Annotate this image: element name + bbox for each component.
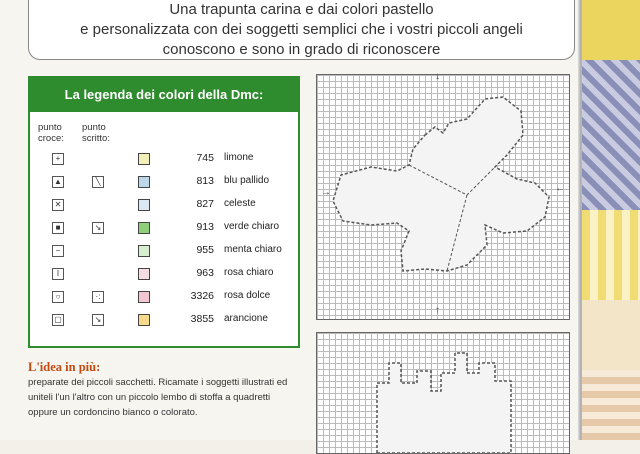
color-name: limone [224, 152, 254, 163]
color-swatch [138, 176, 150, 188]
cross-stitch-symbol: ▢ [52, 314, 64, 326]
dmc-code: 955 [196, 244, 214, 256]
backstitch-symbol: ↘ [92, 314, 104, 326]
intro-box [28, 0, 575, 60]
legend-row [30, 196, 298, 214]
legend-row [30, 288, 298, 306]
idea-title: L'idea in più: [28, 360, 101, 374]
dmc-code: 813 [196, 175, 214, 187]
center-arrow-right-icon: ← [555, 183, 565, 194]
dmc-code: 827 [196, 198, 214, 210]
legend-row [30, 242, 298, 260]
legend-row [30, 265, 298, 283]
color-name: verde chiaro [224, 221, 280, 232]
backstitch-symbol: ╲ [92, 176, 104, 188]
center-arrow-bottom-icon: ↑ [435, 305, 440, 316]
dmc-code: 963 [196, 267, 214, 279]
col-header-written: punto scritto: [82, 122, 110, 144]
cross-stitch-symbol: ■ [52, 222, 64, 234]
legend-row [30, 173, 298, 191]
color-name: rosa chiaro [224, 267, 274, 278]
intro-line-2: e personalizzata con dei soggetti semplici che i vostri piccoli angeli [80, 21, 523, 38]
legend-title: La legenda dei colori della Dmc: [30, 78, 298, 112]
backstitch-symbol: ↘ [92, 222, 104, 234]
cross-stitch-symbol: ○ [52, 291, 64, 303]
col-header-cross: punto croce: [38, 122, 64, 144]
idea-line-1: preparate dei piccoli sacchetti. Ricamate i soggetti illustrati ed [28, 377, 288, 388]
cross-stitch-symbol: I [52, 268, 64, 280]
cross-stitch-chart-clover [316, 71, 570, 320]
clover-motif [317, 75, 569, 319]
cross-stitch-symbol: + [52, 153, 64, 165]
color-swatch [138, 245, 150, 257]
legend-row [30, 219, 298, 237]
color-name: celeste [224, 198, 256, 209]
color-name: rosa dolce [224, 290, 271, 301]
quilt-photo [582, 0, 640, 440]
legend-row [30, 311, 298, 329]
cross-stitch-chart-crown [316, 332, 570, 454]
idea-line-3: oppure un cordoncino bianco o colorato. [28, 407, 198, 418]
center-arrow-left-icon: → [321, 187, 331, 198]
intro-line-3: conoscono e sono in grado di riconoscere [162, 41, 441, 58]
dmc-code: 913 [196, 221, 214, 233]
dmc-code: 3855 [190, 313, 214, 325]
idea-box [28, 360, 308, 420]
color-name: arancione [224, 313, 268, 324]
color-name: blu pallido [224, 175, 270, 186]
center-arrow-top-icon: ↓ [435, 71, 440, 82]
color-swatch [138, 153, 150, 165]
backstitch-symbol: ·: [92, 291, 104, 303]
color-swatch [138, 199, 150, 211]
intro-line-1: Una trapunta carina e dai colori pastello [169, 1, 434, 18]
color-swatch [138, 291, 150, 303]
cross-stitch-symbol: ▲ [52, 176, 64, 188]
cross-stitch-symbol: − [52, 245, 64, 257]
color-name: menta chiaro [224, 244, 282, 255]
color-legend [28, 76, 300, 348]
cross-stitch-symbol: ✕ [52, 199, 64, 211]
idea-line-2: uniteli l'un l'altro con un piccolo lembo di stoffa a quadretti [28, 392, 271, 403]
color-swatch [138, 314, 150, 326]
legend-row [30, 150, 298, 168]
color-swatch [138, 222, 150, 234]
dmc-code: 3326 [190, 290, 214, 302]
color-swatch [138, 268, 150, 280]
dmc-code: 745 [196, 152, 214, 164]
crown-motif [317, 333, 569, 453]
